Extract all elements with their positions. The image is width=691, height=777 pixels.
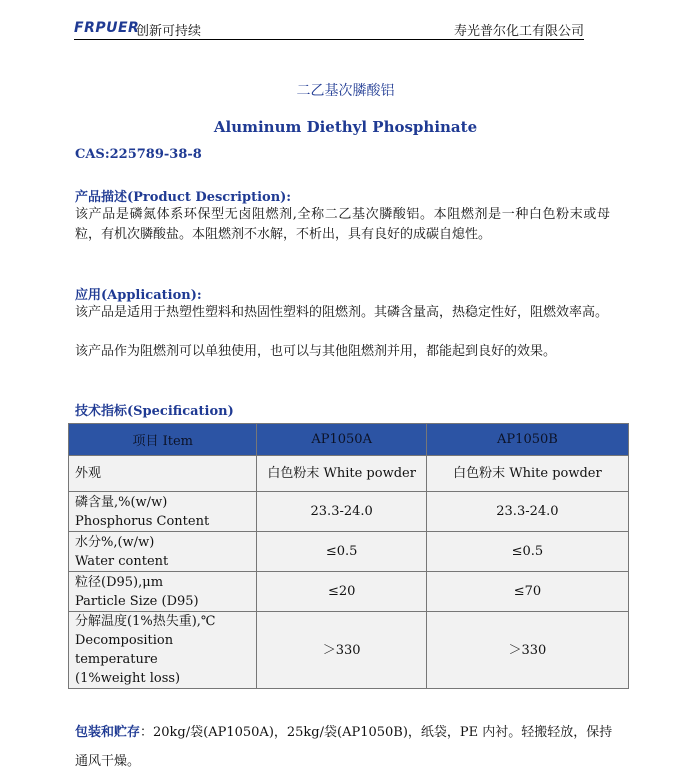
value-ap1050b: ≤0.5 [426,532,628,572]
packing-storage [75,718,615,776]
table-row [69,492,629,532]
value-ap1050a: ＞330 [257,612,426,689]
item-en: Water content [75,553,169,569]
value-ap1050a: 23.3-24.0 [257,492,426,532]
specification-table [68,423,629,689]
description-heading: 产品描述(Product Description): [75,190,292,205]
row-item [69,612,257,689]
value-ap1050b: ≤70 [426,572,628,612]
item-en: Decomposition temperature [75,633,174,667]
item-cn: 分解温度(1%热失重),℃ [75,614,216,629]
item-cn: 磷含量,%(w/w) [75,494,168,510]
value-ap1050a: ≤0.5 [257,532,426,572]
cas-number: CAS:225789-38-8 [75,147,202,162]
page-header [74,18,584,40]
table-header-row [69,424,629,456]
item-en: Phosphorus Content [75,513,210,529]
item-cn: 外观 [75,466,102,481]
value-ap1050a: 白色粉末 White powder [257,456,426,492]
value-ap1050b: 白色粉末 White powder [426,456,628,492]
item-en-2: (1%weight loss) [75,671,181,686]
application-heading: 应用(Application): [75,288,202,303]
column-header-ap1050b: AP1050B [426,424,628,456]
column-header-ap1050a: AP1050A [257,424,426,456]
description-text: 该产品是磷氮体系环保型无卤阻燃剂,全称二乙基次膦酸铝。本阻燃剂是一种白色粉末或母粒，有机次膦酸盐。本阻燃剂不水解，不析出，具有良好的成碳自熄性。 [75,207,610,242]
header-divider [74,39,584,40]
packing-text: ：20kg/袋(AP1050A)，25kg/袋(AP1050B)，纸袋，PE 内衬。轻搬轻放，保持通风干燥。 [75,725,613,769]
row-item [69,456,257,492]
company-name: 寿光普尔化工有限公司 [453,24,584,39]
table-row [69,572,629,612]
packing-label: 包装和贮存 [75,725,141,740]
application-text-1: 该产品是适用于热塑性塑料和热固性塑料的阻燃剂。其磷含量高，热稳定性好，阻燃效率高。 [75,305,609,320]
table-row [69,456,629,492]
brand-logo: FRPUER [74,20,140,36]
table-row [69,612,629,689]
item-cn: 粒径(D95),μm [75,574,164,590]
brand-slogan: 创新可持续 [136,24,202,39]
title-chinese: 二乙基次膦酸铝 [296,83,395,99]
specification-heading: 技术指标(Specification) [75,404,234,419]
value-ap1050b: ＞330 [426,612,628,689]
value-ap1050a: ≤20 [257,572,426,612]
item-cn: 水分%,(w/w) [75,534,155,550]
application-text-2: 该产品作为阻燃剂可以单独使用，也可以与其他阻燃剂并用，都能起到良好的效果。 [75,344,557,359]
item-en: Particle Size (D95) [75,593,199,609]
column-header-item: 项目 Item [69,424,257,456]
title-english: Aluminum Diethyl Phosphinate [213,118,478,136]
row-item [69,572,257,612]
value-ap1050b: 23.3-24.0 [426,492,628,532]
row-item [69,532,257,572]
table-row [69,532,629,572]
row-item [69,492,257,532]
